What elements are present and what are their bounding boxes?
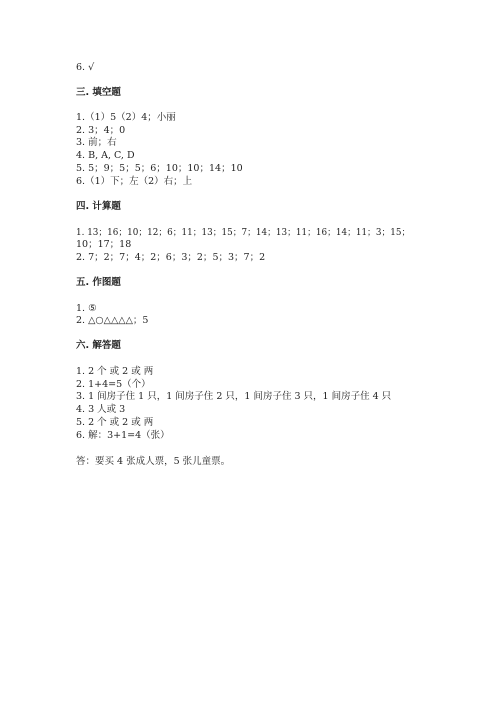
s6-line-6: 6. 解：3+1=4（张） (76, 430, 170, 441)
s3-line-5: 5. 5；9；5；5；6；10；10；14；10 (76, 163, 243, 174)
s5-line-1: 1. ⑤ (76, 303, 97, 314)
section-3-heading: 三. 填空题 (76, 87, 121, 98)
s6-answer: 答：要买 4 张成人票，5 张儿童票。 (76, 456, 231, 467)
section-5-heading: 五. 作图题 (76, 277, 121, 288)
s6-line-3: 3. 1 间房子住 1 只，1 间房子住 2 只，1 间房子住 3 只，1 间房子住 4 只 (76, 391, 392, 402)
section-6-heading: 六. 解答题 (76, 340, 121, 351)
s3-line-3: 3. 前；右 (76, 137, 117, 148)
section-4-heading: 四. 计算题 (76, 201, 121, 212)
s3-line-6: 6.（1）下；左（2）右；上 (76, 176, 193, 187)
s6-line-1: 1. 2 个 或 2 或 两 (76, 366, 154, 377)
s3-line-4: 4. B, A, C, D (76, 150, 135, 161)
s4-line-1: 1. 13；16；10；12；6；11；13；15；7；14；13；11；16；14；11；3；15； (76, 228, 411, 238)
s3-line-1: 1.（1）5（2）4；小丽 (76, 112, 176, 123)
s6-line-5: 5. 2 个 或 2 或 两 (76, 417, 154, 428)
item-6-check: 6. √ (76, 62, 95, 73)
s5-line-2: 2. △○△△△△；5 (76, 315, 149, 326)
s4-line-2: 2. 7；2；7；4；2；6；3；2；5；3；7；2 (76, 252, 266, 263)
s3-line-2: 2. 3；4；0 (76, 125, 126, 136)
s6-line-2: 2. 1+4=5（个） (76, 379, 151, 390)
s6-line-4: 4. 3 人或 3 (76, 404, 126, 415)
s4-line-1-cont: 10；17；18 (76, 239, 132, 250)
